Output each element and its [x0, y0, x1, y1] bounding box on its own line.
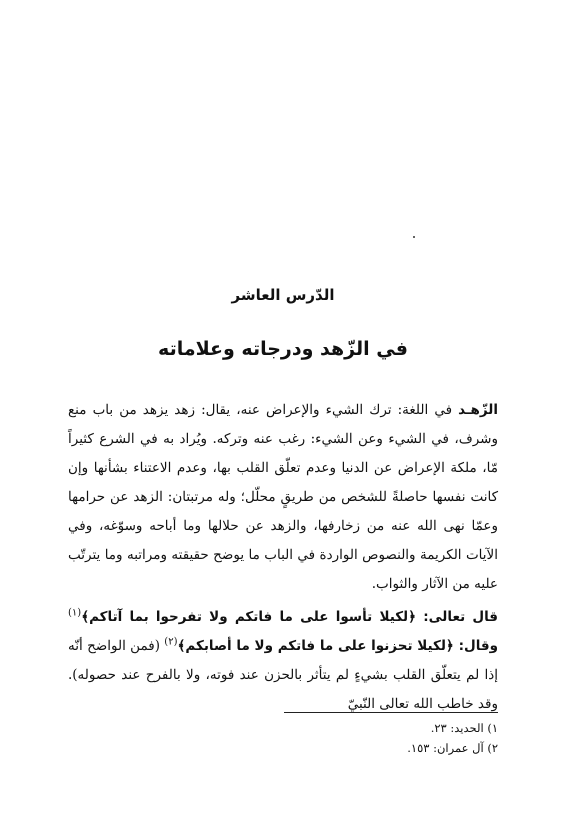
footnote-item: ١) الحديد: ٢٣. — [430, 721, 498, 735]
footnote-item: ٢) آل عمران: ١٥٣. — [407, 741, 498, 755]
footnote-ref-2: (٢) — [164, 636, 178, 648]
quran-paragraph — [68, 603, 498, 719]
body-text — [68, 396, 498, 719]
lesson-subtitle: في الزّهد ودرجاته وعلاماته — [158, 338, 408, 360]
footnote-ref-1: (١) — [68, 607, 82, 619]
paragraph-keyword: الزّهـد — [458, 402, 498, 418]
footnote-divider — [284, 712, 498, 713]
quran-intro: قال تعالى: — [416, 609, 498, 625]
quran-verse-1: ﴿لكيلا تأسوا على ما فاتكم ولا تفرحوا بما آتاكم﴾ — [81, 609, 417, 625]
page-speck — [413, 236, 415, 238]
definition-text: في اللغة: ترك الشيء والإعراض عنه، يقال: زهد يزهد من باب منع وشرف، في الشيء وعن الشيء: رغب عنه وتركه. ويُراد به في الشرع كثيراً مّا، ملكة الإعراض عن الدنيا وعدم تعلّق القلب بها، وعدم الاعتناء بشأنها وإن كانت نفسها حاصلةً للشخص من طريقٍ محلّل؛ وله مرتبتان: الزهد عن حرامها وعمّا نهى الله عنه من زخارفها، والزهد عن حلالها وما أباحه وسوّغه، وفي الآيات الكريمة والنصوص الواردة في الباب ما يوضح حقيقته ومراتبه وما يترتّب عليه من الآثار والثواب. — [68, 402, 498, 592]
footnotes — [68, 718, 498, 758]
quran-verse-2: ﴿لكيلا تحزنوا على ما فاتكم ولا ما أصابكم﴾ — [177, 638, 454, 654]
lesson-title: الدّرس العاشر — [231, 286, 335, 304]
quran-mid: وقال: — [453, 638, 498, 654]
commentary-text: (فمن الواضح أنّه إذا لم يتعلّق القلب بشيءٍ لم يتأثر بالحزن عند فوته، ولا بالفرح عند حصوله). وقد خاطب الله تعالى النّبيّ — [68, 638, 498, 712]
definition-paragraph — [68, 396, 498, 599]
